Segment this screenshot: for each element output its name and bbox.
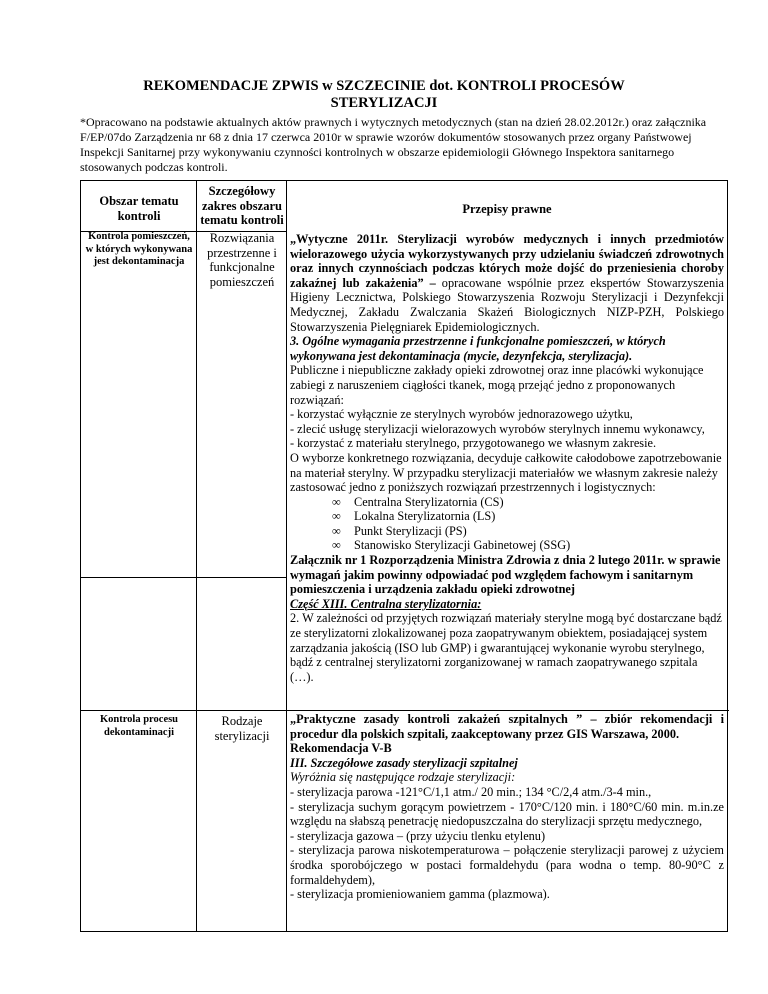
bullet-text: Punkt Sterylizacji (PS)	[354, 523, 467, 538]
bullet-item	[290, 538, 724, 553]
row3-legal-text	[290, 712, 724, 902]
facility-options-intro: Publiczne i niepubliczne zakłady opieki zdrowotnej oraz inne placówki wykonujące zabiegi z naruszeniem ciągłości tkanek, mogą przejąć jedno z proponowanych rozwiązań:	[290, 363, 704, 407]
infinity-bullet-icon: ∞	[332, 523, 341, 538]
header-topic-area: Obszar tematu kontroli	[99, 194, 179, 223]
recommendation-heading: Rekomendacja V-B	[290, 741, 392, 756]
regulation-annex-heading: Załącznik nr 1 Rozporządzenia Ministra Zdrowia z dnia 2 lutego 2011r. w sprawie wymagań jakim powinny odpowiadać pod względem fachowym i sanitarnym pomieszczenia i urządzenia zakładu opieki zdrowotnej	[290, 553, 721, 597]
bullet-item	[290, 524, 724, 539]
header-detail-scope: Szczegółowy zakres obszaru tematu kontroli	[200, 184, 284, 227]
intro-note: *Opracowano na podstawie aktualnych aktów prawnych i wytycznych metodycznych (stan na dzień 28.02.2012r.) oraz załącznika F/EP/07do Zarządzenia nr 68 z dnia 17 czerwca 2010r w sprawie wzorów dokumentów stosowanych przez organy Państwowej Inspekcji Sanitarnej przy wykonywaniu czynności kontrolnych w obszarze epidemiologii Głównego Inspektora sanitarnego stosowanych podczas kontroli.	[80, 115, 707, 174]
part-xiii-text: 2. W zależności od przyjętych rozwiązań materiały sterylne mogą być dostarczane bądź ze sterylizatorni zlokalizowanej poza zaopatrywanym obiektem, posiadającej system zarządzania jakością (ISO lub GMP) i gwarantującej wykonanie wyrobu sterylnego, bądź z centralnej sterylizatorni zorganizowanej w ramach zaopatrywanego szpitala (…).	[290, 611, 722, 684]
row-divider-1	[81, 577, 287, 578]
page-title: REKOMENDACJE ZPWIS w SZCZECINIE dot. KONTROLI PROCESÓW STERYLIZACJI	[143, 78, 625, 111]
option-own-scope: - korzystać z materiału sterylnego, przygotowanego we własnym zakresie.	[290, 436, 657, 451]
infinity-bullet-icon: ∞	[332, 494, 341, 509]
row-divider-2	[81, 710, 729, 711]
sterilization-rules-heading: III. Szczegółowe zasady sterylizacji szpitalnej	[290, 755, 518, 770]
guidelines-2011-paragraph	[290, 232, 724, 334]
header-legal-regulations: Przepisy prawne	[462, 202, 552, 216]
option-outsource: - zlecić usługę sterylizacji wielorazowych wyrobów sterylnych innemu wykonawcy,	[290, 421, 705, 436]
dry-heat-sterilization: - sterylizacja suchym gorącym powietrzem - 170°C/120 min. i 180°C/60 min. m.in.ze względu na słabszą penetrację niedopuszczalna do sterylizacji sprzętu medycznego,	[290, 799, 724, 829]
sterilization-types-intro: Wyróżnia się następujące rodzaje sterylizacji:	[290, 770, 516, 785]
section3-heading: 3. Ogólne wymagania przestrzenne i funkcjonalne pomieszczeń, w których wykonywana jest dekontaminacja (mycie, dezynfekcja, sterylizacja).	[290, 334, 666, 363]
practical-rules-heading: „Praktyczne zasady kontroli zakażeń szpitalnych ” – zbiór rekomendacji i procedur dla polskich szpitali, zaakceptowany przez GIS Warszawa, 2000.	[290, 712, 724, 741]
col-divider-1	[196, 181, 197, 931]
row1-legal-text	[290, 232, 724, 684]
infinity-bullet-icon: ∞	[332, 509, 341, 524]
bullet-item	[290, 495, 724, 510]
bullet-text: Lokalna Sterylizatornia (LS)	[354, 509, 496, 524]
col-divider-2	[286, 181, 287, 931]
row1-scope: Rozwiązania przestrzenne i funkcjonalne pomieszczeń	[207, 231, 277, 289]
part-xiii-heading: Część XIII. Centralna sterylizatornia:	[290, 596, 482, 611]
row1-topic-text: Kontrola pomieszczeń, w których wykonywana jest dekontaminacja	[85, 231, 193, 267]
guidelines-2011-title: „Wytyczne 2011r. Sterylizacji wyrobów medycznych i innych przedmiotów wielorazowego użycia wykorzystywanych przy udzielaniu świadczeń zdrowotnych oraz innych czynnościach podczas których może dojść do przeniesienia choroby zakaźnej lub zakażenia” –	[290, 232, 724, 290]
row1-topic	[83, 231, 195, 269]
bullet-item	[290, 509, 724, 524]
row3-topic-text: Kontrola procesu dekontaminacji	[99, 714, 179, 738]
low-temp-steam-sterilization: - sterylizacja parowa niskotemperaturowa – połączenie sterylizacji parowej z użyciem środka sporobójczego w postaci formaldehydu (para wodna o temp. 80-90°C z formaldehydem),	[290, 843, 724, 887]
bullet-text: Centralna Sterylizatornia (CS)	[354, 494, 504, 509]
row3-scope: Rodzaje sterylizacji	[214, 714, 270, 743]
gamma-sterilization: - sterylizacja promieniowaniem gamma (plazmowa).	[290, 887, 550, 902]
infinity-bullet-icon: ∞	[332, 538, 341, 553]
steam-sterilization: - sterylizacja parowa -121°C/1,1 atm./ 20 min.; 134 °C/2,4 atm./3-4 min.,	[290, 784, 652, 799]
regulations-table	[80, 180, 728, 932]
bullet-text: Stanowisko Sterylizacji Gabinetowej (SSG)	[354, 538, 571, 553]
option-disposable: - korzystać wyłącznie ze sterylnych wyrobów jednorazowego użytku,	[290, 407, 633, 422]
guidelines-2011-authors: opracowane wspólnie przez ekspertów Stowarzyszenia Higieny Lecznictwa, Polskiego Stowarzyszenia Rozwoju Sterylizacji i Dezynfekcji Medycznej, Zakładu Zwalczania Skażeń Biologicznych NIZP-PZH, Polskiego Stowarzyszenia Pielęgniarek Epidemiologicznych.	[290, 275, 724, 334]
row3-topic	[83, 714, 195, 739]
choice-paragraph: O wyborze konkretnego rozwiązania, decyduje całkowite całodobowe zapotrzebowanie na materiał sterylny. W przypadku sterylizacji materiałów we własnym zakresie należy zastosować jedno z poniższych rozwiązań przestrzennych i logistycznych:	[290, 450, 722, 495]
gas-sterilization: - sterylizacja gazowa – (przy użyciu tlenku etylenu)	[290, 828, 546, 843]
